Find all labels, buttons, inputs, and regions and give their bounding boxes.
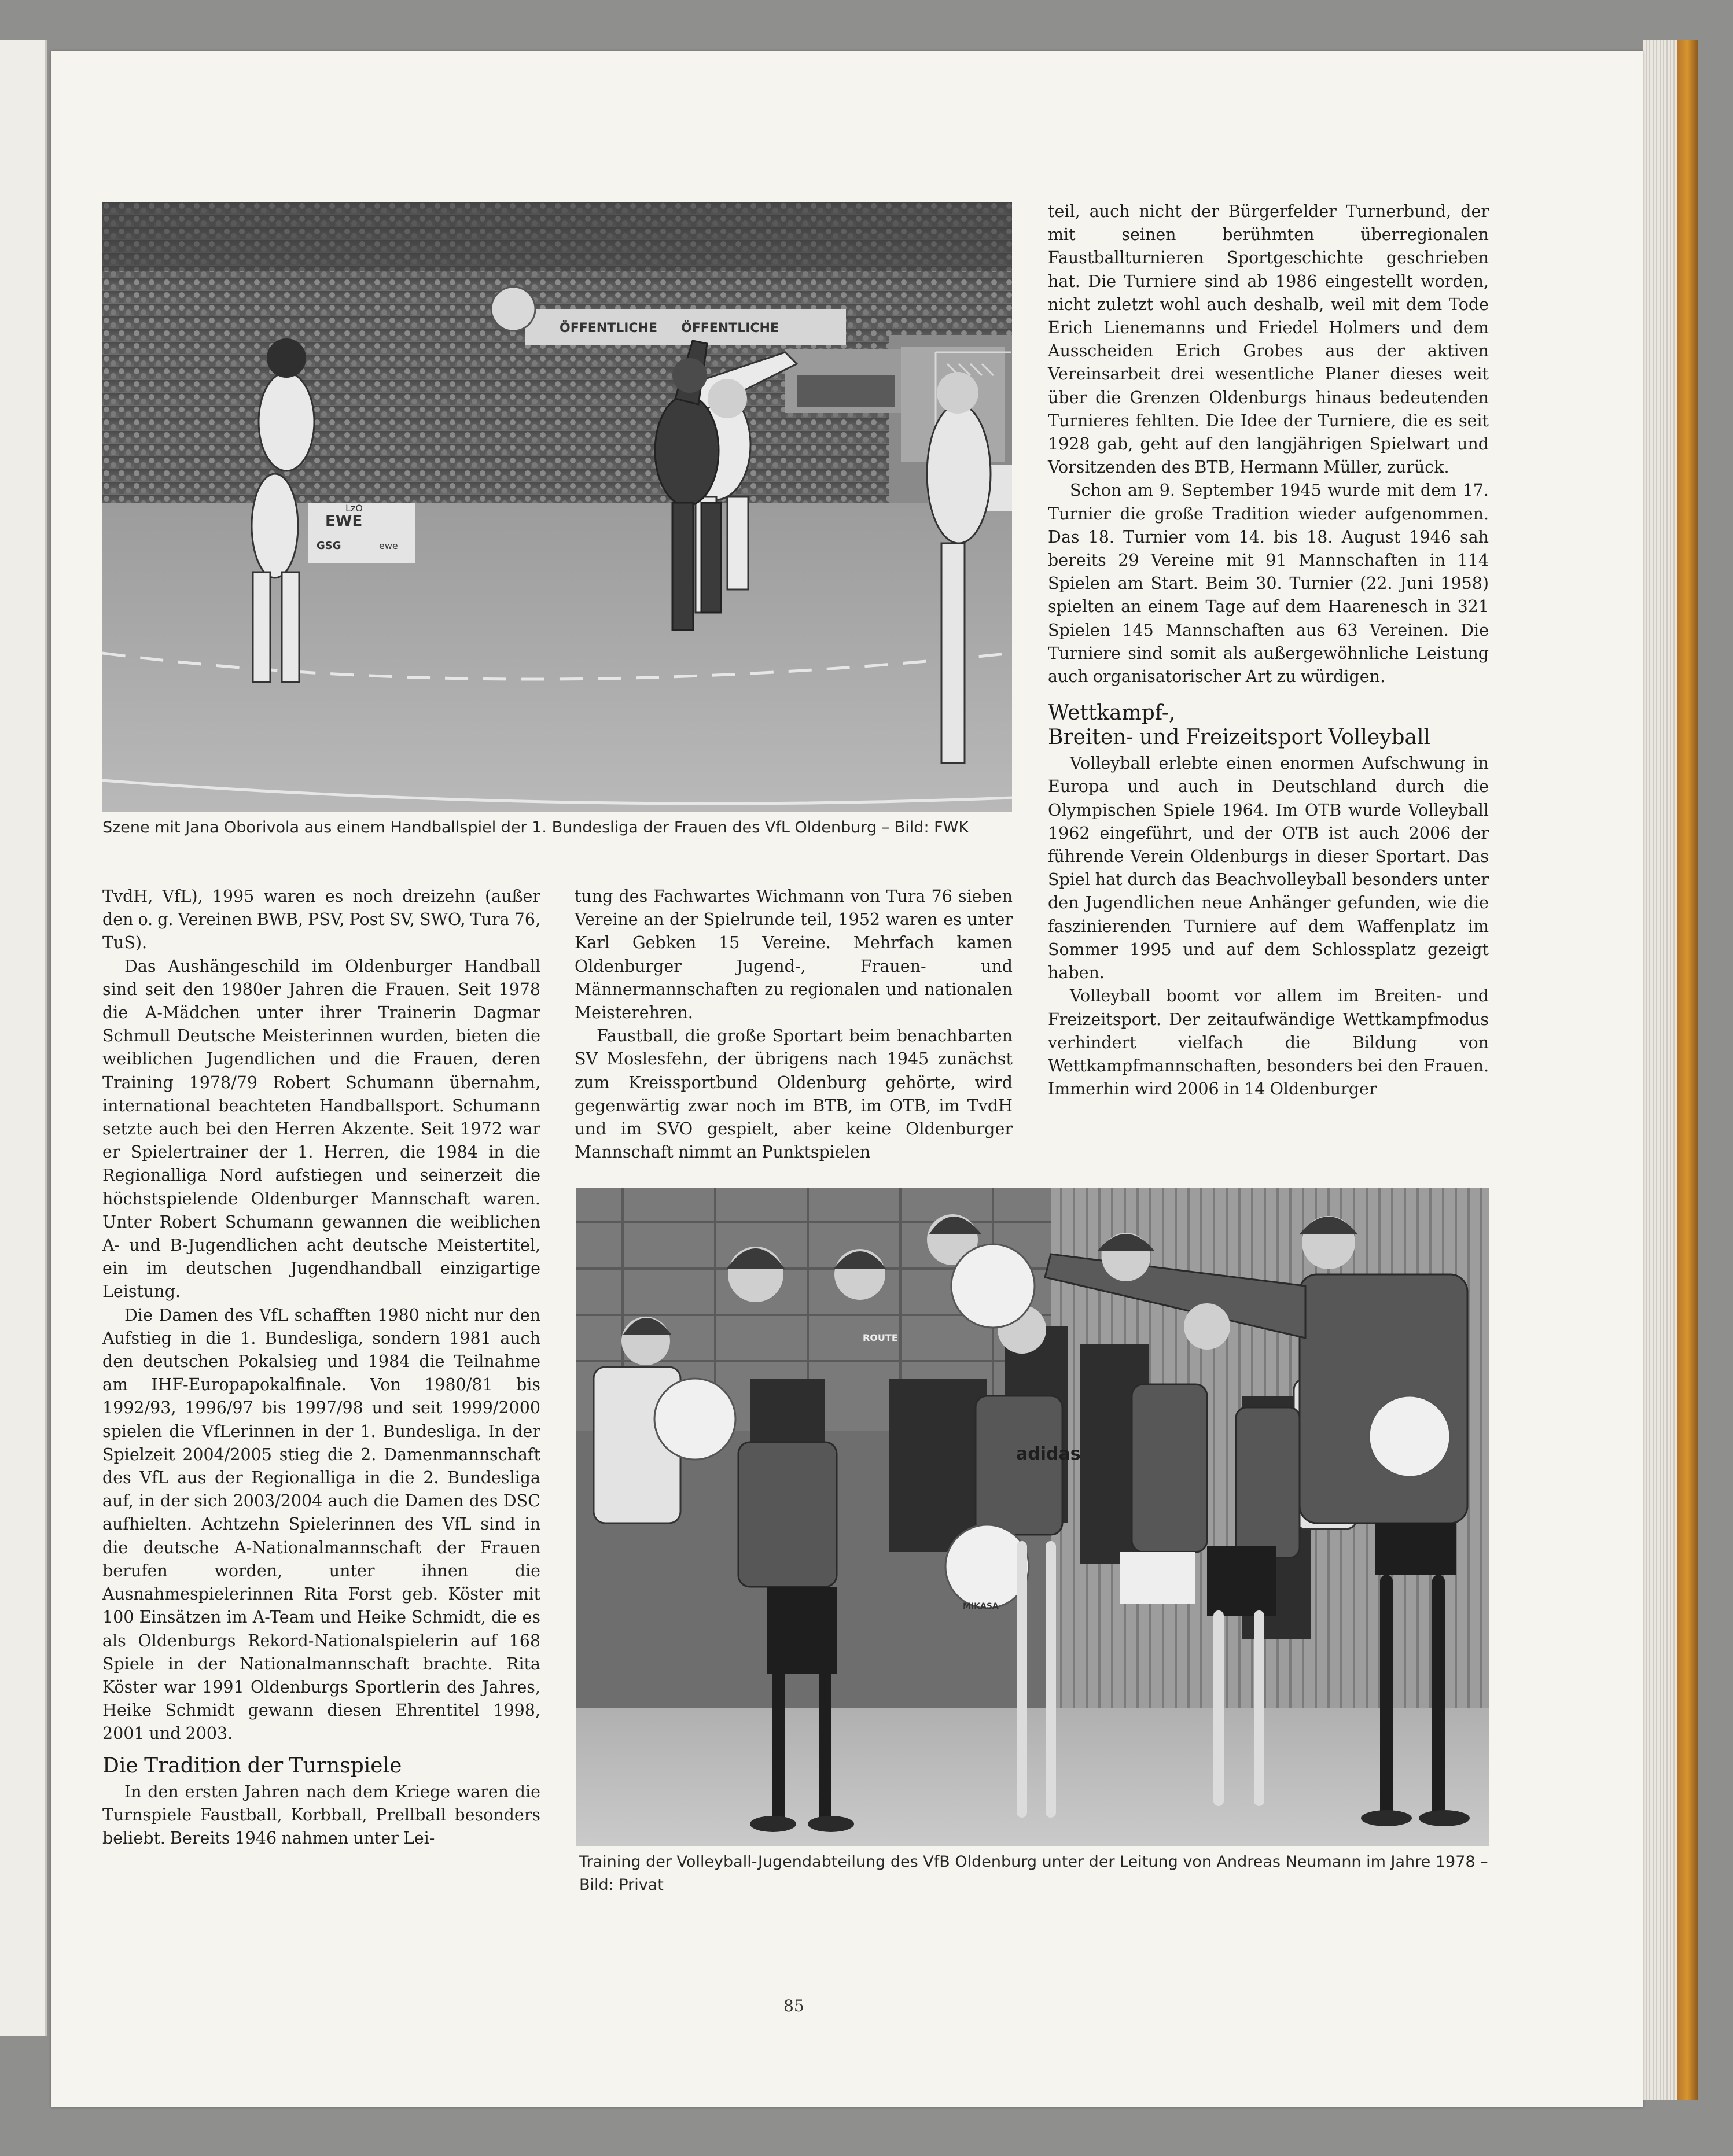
previous-page-edge xyxy=(0,40,47,2036)
board-3-text: GSG xyxy=(317,540,341,552)
volleyball-photo-caption: Training der Volleyball-Jugendabteilung des VfB Oldenburg unter der Leitung von Andreas Neumann im Jahre 1978 – Bild: Privat xyxy=(579,1853,1488,1894)
text-column-right xyxy=(1048,200,1489,1101)
ball-logo-text: MIKASA xyxy=(963,1602,999,1611)
right-paragraph-2: Schon am 9. September 1945 wurde mit dem 17. Turnier die große Tradition wieder aufgenommen. Das 18. Turnier vom 14. bis 18. August 1946 sah bereits 29 Vereine mit 91 Mannschaften in 114 Spielen am Start. Beim 30. Turnier (22. Juni 1958) spielten an einem Tage auf dem Haarenesch in 321 Spielen 145 Mannschaften aus 63 Vereinen. Die Turniere sind somit als außergewöhnliche Leistung auch organisatorischer Art zu würdigen. xyxy=(1048,481,1489,687)
middle-paragraph-1: tung des Fachwartes Wichmann von Tura 76 sieben Vereine an der Spielrunde teil, 1952 waren es unter Karl Gebken 15 Vereine. Mehrfach kamen Oldenburger Jugend-, Frauen- und Männermannschaften zu regionalen und nationalen Meisterehren. xyxy=(575,887,1013,1023)
board-1-text: EWE xyxy=(325,513,363,530)
right-paragraph-3: Volleyball erlebte einen enormen Aufschwung in Europa und auch in Deutschland durch die Olympischen Spiele 1964. Im OTB wurde Volleyball 1962 eingeführt, und der OTB ist auch 2006 der führende Verein Oldenburgs in dieser Sportart. Das Spiel hat durch das Beachvolleyball besonders unter den Jugendlichen neue Anhänger gefunden, wie die faszinierenden Turniere auf dem Waffenplatz im Sommer 1995 und auf dem Schlossplatz gezeigt haben. xyxy=(1048,754,1489,983)
heading-volleyball-line-2: Breiten- und Freizeitsport Volleyball xyxy=(1048,725,1431,750)
left-paragraph-2: Das Aushängeschild im Oldenburger Handball sind seit den 1980er Jahren die Frauen. Seit 1978 die A-Mädchen unter ihrer Trainerin Dagmar Schmull Deutsche Meisterinnen wurden, bieten die weiblichen Jugendlichen und die Frauen, deren Training 1978/79 Robert Schumann übernahm, international beachteten Handballsport. Schumann setzte auch bei den Herren Akzente. Seit 1972 war er Spielertrainer der 1. Herren, die 1984 in die Regionalliga Nord aufstiegen und seinerzeit die höchstspielende Oldenburger Mannschaft waren. Unter Robert Schumann gewannen die weiblichen A- und B-Jugendlichen acht deutsche Meistertitel, ein im deutschen Jugendhandball einzigartige Leistung. xyxy=(102,956,540,1302)
shirt-logo-text-2: ROUTE xyxy=(863,1332,898,1343)
heading-volleyball xyxy=(1048,701,1489,750)
page-number: 85 xyxy=(783,1996,804,2015)
right-paragraph-1: teil, auch nicht der Bürgerfelder Turnerbund, der mit seinen berühmten überregionalen Faustballturnieren Sportgeschichte geschrieben hat. Die Turniere sind ab 1986 eingestellt worden, nicht zuletzt wohl auch deshalb, weil mit dem Tode Erich Lienemanns und Friedel Holmers und dem Ausscheiden Erich Grobes aus der aktiven Vereinsarbeit drei wesentliche Planer dieses weit über die Grenzen Oldenburgs hinaus bedeutenden Turnieres fehlten. Die Idee der Turniere, die es seit 1928 gab, geht auf den langjährigen Spielwart und Vorsitzenden des BTB, Hermann Müller, zurück. xyxy=(1048,202,1489,477)
handball-photo-caption: Szene mit Jana Oborivola aus einem Handballspiel der 1. Bundesliga der Frauen des VfL Oldenburg – Bild: FWK xyxy=(102,819,969,836)
shirt-logo-text: adidas xyxy=(1016,1444,1081,1464)
handball-photo xyxy=(102,202,1012,812)
middle-paragraph-2: Faustball, die große Sportart beim benachbarten SV Moslesfehn, der übrigens nach 1945 zunächst zum Kreissportbund Oldenburg gehörte, wird gegenwärtig zwar noch im BTB, im OTB, im TvdH und im SVO gespielt, aber keine Oldenburger Mannschaft nimmt an Punktspielen xyxy=(575,1026,1013,1162)
left-paragraph-1: TvdH, VfL), 1995 waren es noch dreizehn (außer den o. g. Vereinen BWB, PSV, Post SV, SWO, Tura 76, TuS). xyxy=(102,887,541,953)
heading-turnspiele: Die Tradition der Turnspiele xyxy=(102,1753,402,1778)
right-paragraph-4: Volleyball boomt vor allem im Breiten- und Freizeitsport. Der zeitaufwändige Wettkampfmodus verhindert vielfach die Bildung von Wettkampfmannschaften, besonders bei den Frauen. Immerhin wird 2006 in 14 Oldenburger xyxy=(1048,986,1489,1099)
left-paragraph-4: In den ersten Jahren nach dem Kriege waren die Turnspiele Faustball, Korbball, Prellball besonders beliebt. Bereits 1946 nahmen unter Lei- xyxy=(102,1782,540,1848)
banner-right-text: ÖFFENTLICHE xyxy=(681,321,779,336)
page-stack-edge xyxy=(1643,40,1677,2100)
book-spine xyxy=(1677,40,1698,2100)
heading-volleyball-line-1: Wettkampf-, xyxy=(1048,701,1176,725)
text-column-middle xyxy=(575,885,1013,1164)
banner-left-text: ÖFFENTLICHE xyxy=(560,321,657,336)
volleyball-training-photo xyxy=(576,1188,1489,1846)
left-paragraph-3: Die Damen des VfL schafften 1980 nicht nur den Aufstieg in die 1. Bundesliga, sondern 1981 auch den deutschen Pokalsieg und 1984 die Teilnahme am IHF-Europapokalfinale. Von 1980/81 bis 1992/93, 1996/97 bis 1997/98 und seit 1999/2000 spielen die VfLerinnen in der 1. Bundesliga. In der Spielzeit 2004/2005 stieg die 2. Damenmannschaft des VfL aus der Regionalliga in die 2. Bundesliga auf, in der sich 2003/2004 auch die Damen des DSC aufhielten. Achtzehn Spielerinnen des VfL sind in die deutsche A-Nationalmannschaft der Frauen berufen worden, unter ihnen die Ausnahmespielerinnen Rita Forst geb. Köster mit 100 Einsätzen im A-Team und Heike Schmidt, die es als Oldenburgs Rekord-Nationalspielerin auf 168 Spiele in der Nationalmannschaft brachte. Rita Köster war 1991 Oldenburgs Sportlerin des Jahres, Heike Schmidt gewann diesen Ehrentitel 1998, 2001 und 2003. xyxy=(102,1305,540,1744)
text-column-left xyxy=(102,885,540,1850)
board-2-text: ewe xyxy=(379,540,398,551)
board-4-text: LzO xyxy=(345,503,363,514)
